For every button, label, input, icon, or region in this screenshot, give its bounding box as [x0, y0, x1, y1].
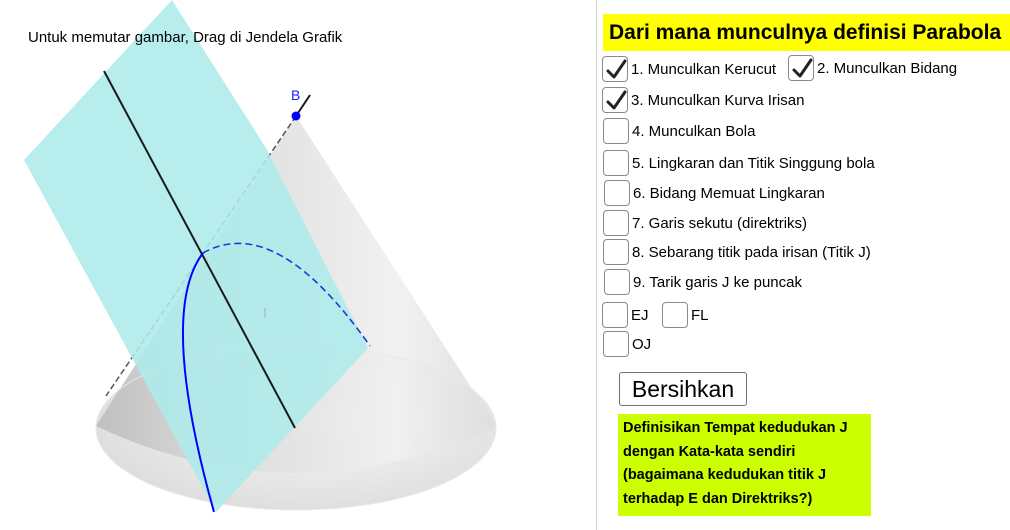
checkbox-box[interactable]	[604, 269, 630, 295]
checkbox-box[interactable]	[662, 302, 688, 328]
checkbox-label: 2. Munculkan Bidang	[817, 59, 958, 77]
checkbox-box[interactable]	[602, 87, 628, 113]
checkbox-label: 8. Sebarang titik pada irisan (Titik J)	[632, 243, 871, 261]
checkbox-box[interactable]	[788, 55, 814, 81]
note-line: Definisikan Tempat kedudukan J	[623, 420, 848, 436]
checkbox-label: FL	[691, 306, 709, 324]
checkmark-icon	[604, 58, 628, 82]
checkbox-box[interactable]	[602, 302, 628, 328]
checkbox-label: 9. Tarik garis J ke puncak	[633, 273, 802, 291]
checkbox-label: 5. Lingkaran dan Titik Singgung bola	[632, 154, 875, 172]
note-line: (bagaimana kedudukan titik J	[623, 467, 827, 483]
checkbox-cone[interactable]	[602, 56, 776, 82]
checkbox-box[interactable]	[603, 150, 629, 176]
checkbox-box[interactable]	[602, 56, 628, 82]
checkbox-line-j-apex[interactable]	[604, 269, 802, 295]
checkbox-intersection-curve[interactable]	[602, 87, 804, 113]
checkbox-fl[interactable]	[662, 302, 709, 328]
checkbox-box[interactable]	[603, 331, 629, 357]
checkbox-label: 7. Garis sekutu (direktriks)	[632, 214, 808, 232]
checkbox-box[interactable]	[603, 239, 629, 265]
drag-instruction: Untuk memutar gambar, Drag di Jendela Grafik	[28, 29, 343, 46]
note-line: dengan Kata-kata sendiri	[623, 443, 796, 460]
checkbox-oj[interactable]	[603, 331, 651, 357]
definition-note	[618, 414, 871, 516]
checkbox-label: 6. Bidang Memuat Lingkaran	[633, 184, 825, 202]
checkmark-icon	[790, 57, 814, 81]
panel-title: Dari mana munculnya definisi Parabola	[603, 14, 1010, 51]
note-line: terhadap E dan Direktriks?)	[623, 490, 813, 507]
checkbox-label: 3. Munculkan Kurva Irisan	[631, 91, 805, 109]
checkbox-label: EJ	[631, 306, 649, 324]
checkbox-plane[interactable]	[788, 55, 957, 81]
checkbox-point-j[interactable]	[603, 239, 871, 265]
checkmark-icon	[604, 89, 628, 113]
checkbox-label: OJ	[632, 335, 652, 353]
checkbox-ej[interactable]	[602, 302, 649, 328]
checkbox-label: 1. Munculkan Kerucut	[631, 60, 777, 78]
checkbox-circle-plane[interactable]	[604, 180, 825, 206]
checkbox-label: 4. Munculkan Bola	[632, 122, 756, 140]
checkbox-box[interactable]	[604, 180, 630, 206]
point-b-label: B	[291, 87, 301, 103]
point-b[interactable]	[292, 112, 301, 121]
checkbox-directrix[interactable]	[603, 210, 807, 236]
checkbox-box[interactable]	[603, 210, 629, 236]
checkbox-box[interactable]	[603, 118, 629, 144]
clear-button[interactable]: Bersihkan	[619, 372, 747, 406]
control-panel	[597, 0, 1010, 530]
checkbox-sphere[interactable]	[603, 118, 755, 144]
checkbox-circle-tangent[interactable]	[603, 150, 875, 176]
